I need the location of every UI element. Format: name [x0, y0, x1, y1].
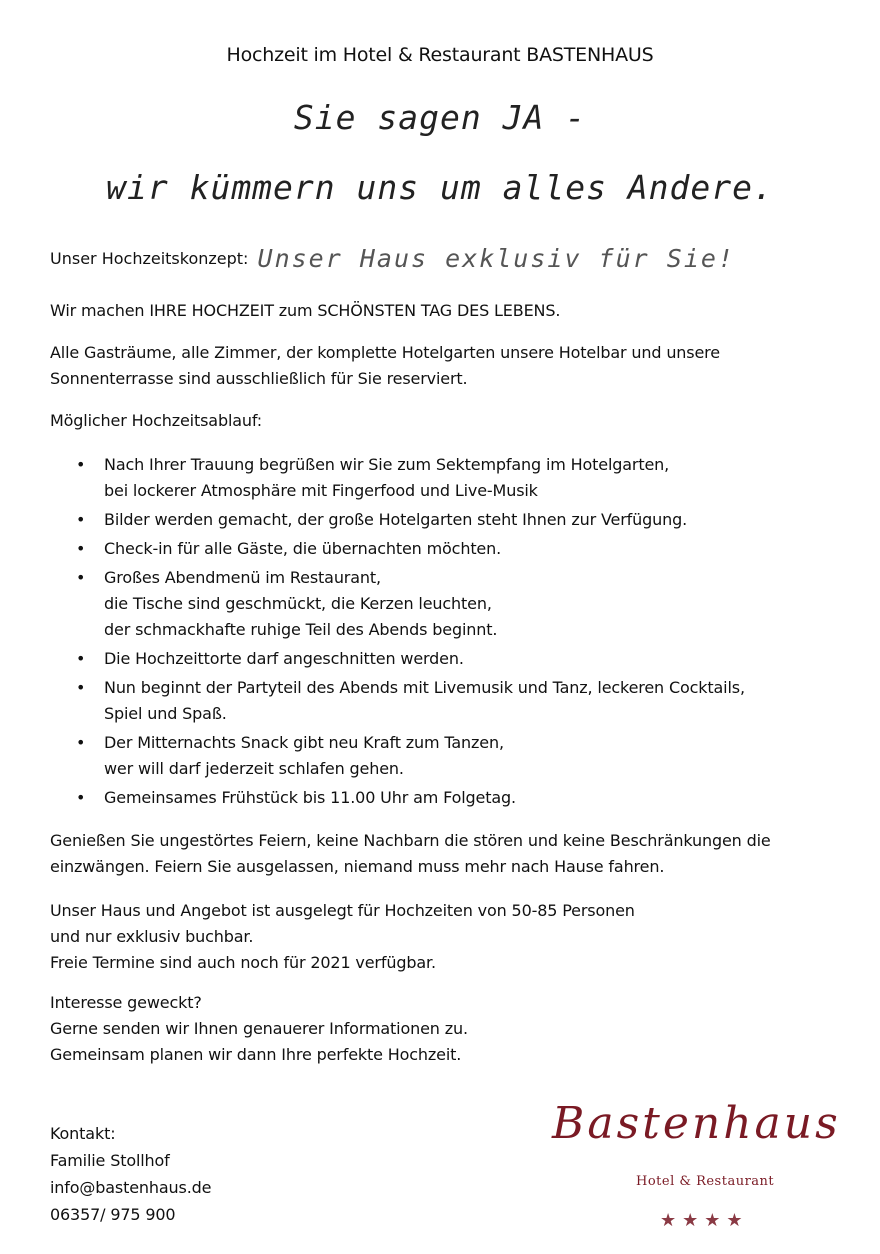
interesse-line-1: Interesse geweckt? — [50, 993, 202, 1012]
motto-text: Wir machen IHRE HOCHZEIT zum SCHÖNSTEN TAG DES LEBENS. — [50, 301, 561, 320]
list-item — [76, 646, 836, 672]
logo-brand: Bastenhaus — [552, 1098, 841, 1149]
rooms-line-1: Alle Gasträume, alle Zimmer, der komplette Hotelgarten unsere Hotelbar und unsere — [50, 343, 720, 362]
list-item-line: die Tische sind geschmückt, die Kerzen leuchten, — [104, 594, 492, 613]
concept-label: Unser Hochzeitskonzept: — [50, 249, 249, 268]
bastenhaus-logo — [552, 1098, 872, 1238]
interesse-paragraph — [50, 990, 850, 1068]
list-item-line: wer will darf jederzeit schlafen gehen. — [104, 759, 404, 778]
list-item — [76, 452, 836, 504]
bullet-icon: • — [76, 733, 86, 752]
list-item — [76, 730, 836, 782]
bullet-icon: • — [76, 678, 86, 697]
bullet-icon: • — [76, 649, 86, 668]
list-item-line: Spiel und Spaß. — [104, 704, 227, 723]
rooms-paragraph — [50, 340, 850, 392]
list-item — [76, 675, 836, 727]
feiern-line-1: Genießen Sie ungestörtes Feiern, keine Nachbarn die stören und keine Beschränkungen die — [50, 831, 771, 850]
angebot-line-2: und nur exklusiv buchbar. — [50, 927, 254, 946]
concept-row — [50, 244, 840, 273]
slogan-line-2: wir kümmern uns um alles Andere. — [106, 168, 774, 207]
contact-email[interactable]: info@bastenhaus.de — [50, 1178, 212, 1197]
list-item-line: der schmackhafte ruhige Teil des Abends beginnt. — [104, 620, 498, 639]
contact-name: Familie Stollhof — [50, 1151, 170, 1170]
angebot-line-3: Freie Termine sind auch noch für 2021 verfügbar. — [50, 953, 436, 972]
feiern-paragraph — [50, 828, 850, 880]
page-title: Hochzeit im Hotel & Restaurant BASTENHAUS — [226, 44, 654, 66]
list-item-line: Die Hochzeittorte darf angeschnitten werden. — [104, 649, 464, 668]
bullet-icon: • — [76, 455, 86, 474]
list-item-line: Großes Abendmenü im Restaurant, — [104, 568, 381, 587]
ablauf-heading: Möglicher Hochzeitsablauf: — [50, 411, 263, 430]
logo-subtitle: Hotel & Restaurant — [636, 1174, 775, 1189]
list-item-line: Der Mitternachts Snack gibt neu Kraft zum Tanzen, — [104, 733, 504, 752]
bullet-icon: • — [76, 788, 86, 807]
list-item — [76, 785, 836, 811]
bullet-icon: • — [76, 568, 86, 587]
list-item — [76, 507, 836, 533]
list-item-line: bei lockerer Atmosphäre mit Fingerfood und Live-Musik — [104, 481, 538, 500]
interesse-line-3: Gemeinsam planen wir dann Ihre perfekte Hochzeit. — [50, 1045, 462, 1064]
contact-heading: Kontakt: — [50, 1124, 116, 1143]
ablauf-list — [76, 452, 836, 814]
slogan-line-1: Sie sagen JA - — [293, 98, 587, 137]
list-item — [76, 565, 836, 643]
concept-value: Unser Haus exklusiv für Sie! — [257, 244, 735, 273]
angebot-paragraph — [50, 898, 850, 976]
list-item-line: Bilder werden gemacht, der große Hotelgarten steht Ihnen zur Verfügung. — [104, 510, 688, 529]
contact-phone[interactable]: 06357/ 975 900 — [50, 1205, 176, 1224]
bullet-icon: • — [76, 539, 86, 558]
contact-block — [50, 1120, 370, 1228]
feiern-line-2: einzwängen. Feiern Sie ausgelassen, niemand muss mehr nach Hause fahren. — [50, 857, 665, 876]
list-item-line: Nach Ihrer Trauung begrüßen wir Sie zum Sektempfang im Hotelgarten, — [104, 455, 670, 474]
ablauf-heading-block — [50, 408, 850, 434]
motto-paragraph — [50, 298, 850, 324]
bullet-icon: • — [76, 510, 86, 529]
angebot-line-1: Unser Haus und Angebot ist ausgelegt für Hochzeiten von 50-85 Personen — [50, 901, 635, 920]
interesse-line-2: Gerne senden wir Ihnen genauerer Informationen zu. — [50, 1019, 468, 1038]
list-item-line: Nun beginnt der Partyteil des Abends mit Livemusik und Tanz, leckeren Cocktails, — [104, 678, 745, 697]
star-rating-icon: ★★★★ — [660, 1210, 749, 1231]
list-item — [76, 536, 836, 562]
list-item-line: Gemeinsames Frühstück bis 11.00 Uhr am Folgetag. — [104, 788, 516, 807]
rooms-line-2: Sonnenterrasse sind ausschließlich für Sie reserviert. — [50, 369, 468, 388]
list-item-line: Check-in für alle Gäste, die übernachten möchten. — [104, 539, 502, 558]
